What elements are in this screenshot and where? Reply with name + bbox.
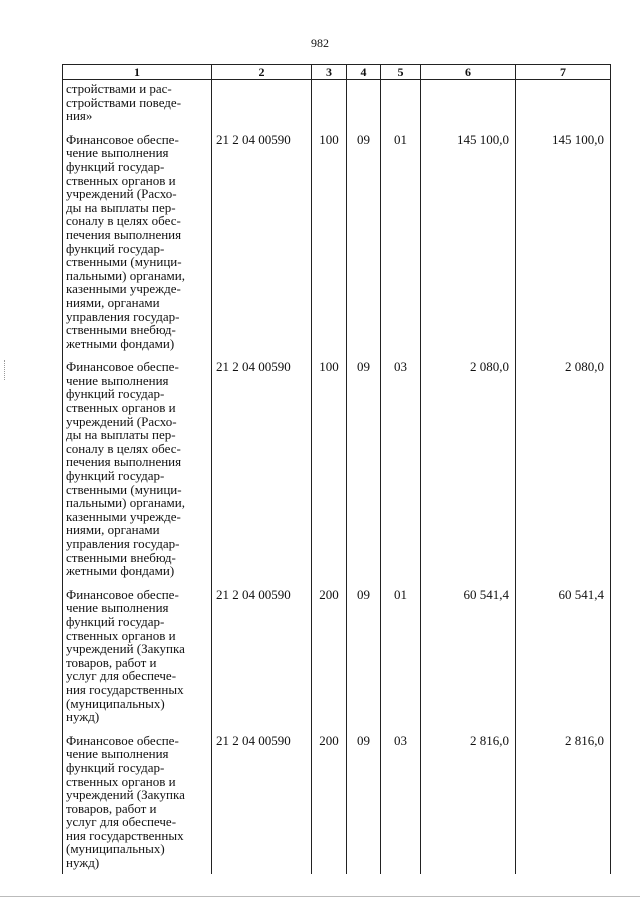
description-line: Финансовое обеспе- [66,131,179,147]
description-line: ственных органов и [66,172,176,188]
description-line: ниями, органами [66,522,160,538]
subsection-code: 03 [381,728,421,874]
header-row [63,65,611,80]
column-header: 2 [212,65,312,80]
description-line: услуг для обеспече- [66,814,177,830]
column-header: 4 [347,65,381,80]
table-row [63,127,611,355]
amount-approved: 2 816,0 [421,728,516,874]
description-line: (муниципальных) [66,841,165,857]
description-line: ния государственных [66,827,184,843]
classification-code: 21 2 04 00590 [212,354,312,582]
description-line: учреждений (Закупка [66,787,185,803]
table-row [63,582,611,728]
description-line: ственными (муници- [66,481,182,497]
amount-approved: 2 080,0 [421,354,516,582]
description-line: ды на выплаты пер- [66,427,176,443]
amount-executed: 2 816,0 [516,728,611,874]
description-line: товаров, работ и [66,800,157,816]
description-line: учреждений (Расхо- [66,413,177,429]
expense-type-code: 100 [312,354,347,582]
description-line: казенными учрежде- [66,281,181,297]
amount-executed: 60 541,4 [516,582,611,728]
classification-code: 21 2 04 00590 [212,127,312,355]
row-description [63,127,212,355]
description-line: жетными фондами) [66,335,175,351]
description-line: ственными внебюд- [66,549,176,565]
description-line: услуг для обеспече- [66,668,177,684]
description-line: ды на выплаты пер- [66,199,176,215]
description-line: пальными) органами, [66,267,185,283]
description-line: чение выполнения [66,145,169,161]
description-line: ственными внебюд- [66,322,176,338]
column-header: 5 [381,65,421,80]
description-line: казенными учрежде- [66,508,181,524]
description-line: функций государ- [66,468,165,484]
section-code: 09 [347,127,381,355]
amount-executed: 145 100,0 [516,127,611,355]
description-line: пальными) органами, [66,495,185,511]
description-line: ственными (муници- [66,254,182,270]
description-line: учреждений (Расхо- [66,186,177,202]
classification-code [212,80,312,127]
scan-margin-mark [4,360,6,380]
description-line: товаров, работ и [66,654,157,670]
classification-code: 21 2 04 00590 [212,728,312,874]
description-line: ственных органов и [66,400,176,416]
page-number: 982 [311,36,329,50]
description-line: Финансовое обеспе- [66,586,179,602]
classification-code: 21 2 04 00590 [212,582,312,728]
description-line: чение выполнения [66,746,169,762]
description-line: соналу в целях обес- [66,440,181,456]
description-line: стройствами поведе- [66,94,182,110]
description-line: жетными фондами) [66,563,175,579]
section-code [347,80,381,127]
subsection-code [381,80,421,127]
column-header: 3 [312,65,347,80]
amount-executed: 2 080,0 [516,354,611,582]
amount-executed [516,80,611,127]
expense-type-code [312,80,347,127]
column-header: 6 [421,65,516,80]
subsection-code: 01 [381,127,421,355]
description-line: функций государ- [66,613,165,629]
description-line: функций государ- [66,386,165,402]
description-line: ния» [66,108,93,124]
description-line: соналу в целях обес- [66,213,181,229]
description-line: печения выполнения [66,454,182,470]
amount-approved [421,80,516,127]
description-line: ниями, органами [66,294,160,310]
description-line: управления государ- [66,536,180,551]
description-line: функций государ- [66,158,165,174]
subsection-code: 03 [381,354,421,582]
row-description [63,582,212,728]
table-row [63,80,611,127]
description-line: функций государ- [66,240,165,256]
amount-approved: 145 100,0 [421,127,516,355]
description-line: стройствами и рас- [66,81,172,96]
expense-type-code: 200 [312,582,347,728]
description-line: учреждений (Закупка [66,641,185,657]
description-line: ния государственных [66,681,184,697]
description-line: Финансовое обеспе- [66,359,179,375]
expense-type-code: 100 [312,127,347,355]
description-line: (муниципальных) [66,695,165,711]
column-header: 7 [516,65,611,80]
expense-type-code: 200 [312,728,347,874]
subsection-code: 01 [381,582,421,728]
row-description [63,728,212,874]
section-code: 09 [347,354,381,582]
description-line: функций государ- [66,759,165,775]
row-description [63,354,212,582]
description-line: ственных органов и [66,773,176,789]
description-line: управления государ- [66,308,180,324]
description-line: ственных органов и [66,627,176,643]
scan-edge-line [0,896,640,897]
description-line: нужд) [66,709,100,725]
section-code: 09 [347,728,381,874]
budget-table [62,64,611,874]
description-line: Финансовое обеспе- [66,732,179,748]
column-header: 1 [63,65,212,80]
section-code: 09 [347,582,381,728]
amount-approved: 60 541,4 [421,582,516,728]
description-line: чение выполнения [66,372,169,388]
description-line: чение выполнения [66,600,169,616]
table-row [63,354,611,582]
description-line: печения выполнения [66,226,182,242]
table-row [63,728,611,874]
row-description [63,80,212,127]
description-line: нужд) [66,855,100,871]
